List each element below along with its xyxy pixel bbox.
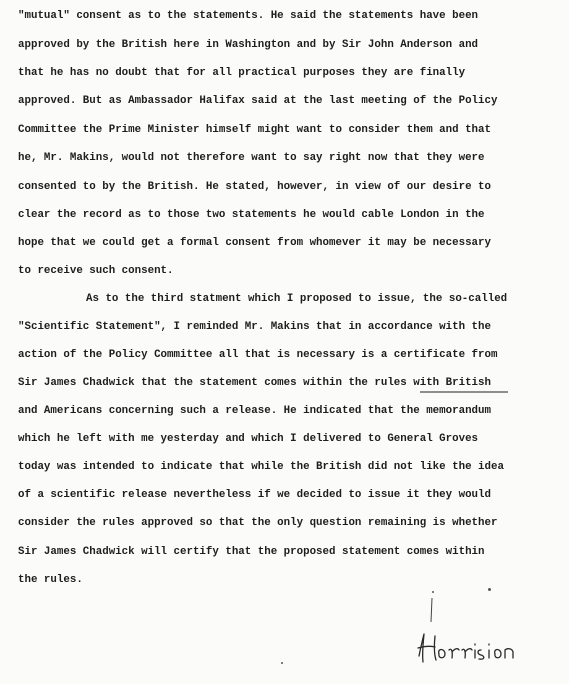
text-line-2: approved by the British here in Washington and by Sir John Anderson and [18,39,479,51]
text-line-11: As to the third statment which I proposed to issue, the so-called [86,293,508,305]
text-line-14: Sir James Chadwick that the statement comes within the rules with British [18,377,491,389]
text-line-21: the rules. [18,574,83,586]
text-line-4: approved. But as Ambassador Halifax said at the last meeting of the Policy [18,95,498,107]
text-line-5: Committee the Prime Minister himself might want to consider them and that [18,124,491,136]
text-line-12: "Scientific Statement", I reminded Mr. Makins that in accordance with the [18,321,491,333]
text-line-19: consider the rules approved so that the only question remaining is whether [18,517,498,529]
text-line-7: consented to by the British. He stated, however, in view of our desire to [18,181,491,193]
text-line-3: that he has no doubt that for all practical purposes they are finally [18,67,466,79]
pen-stroke [431,598,432,622]
text-line-13: action of the Policy Committee all that is necessary is a certificate from [18,349,498,361]
text-line-17: today was intended to indicate that while the British did not like the idea [18,461,504,473]
ink-speck [281,662,283,664]
text-line-10: to receive such consent. [18,265,174,277]
ink-speck [488,588,491,591]
text-line-6: he, Mr. Makins, would not therefore want to say right now that they were [18,152,485,164]
text-line-18: of a scientific release nevertheless if we decided to issue it they would [18,489,491,501]
text-line-9: hope that we could get a formal consent from whomever it may be necessary [18,237,491,249]
text-line-8: clear the record as to those two statements he would cable London in the [18,209,485,221]
signature-image [415,628,525,668]
text-line-16: which he left with me yesterday and which I delivered to General Groves [18,433,479,445]
text-line-15: and Americans concerning such a release. He indicated that the memorandum [18,405,491,417]
text-line-20: Sir James Chadwick will certify that the proposed statement comes within [18,546,485,558]
text-line-1: "mutual" consent as to the statements. He said the statements have been [18,10,479,22]
ink-speck [432,591,434,593]
